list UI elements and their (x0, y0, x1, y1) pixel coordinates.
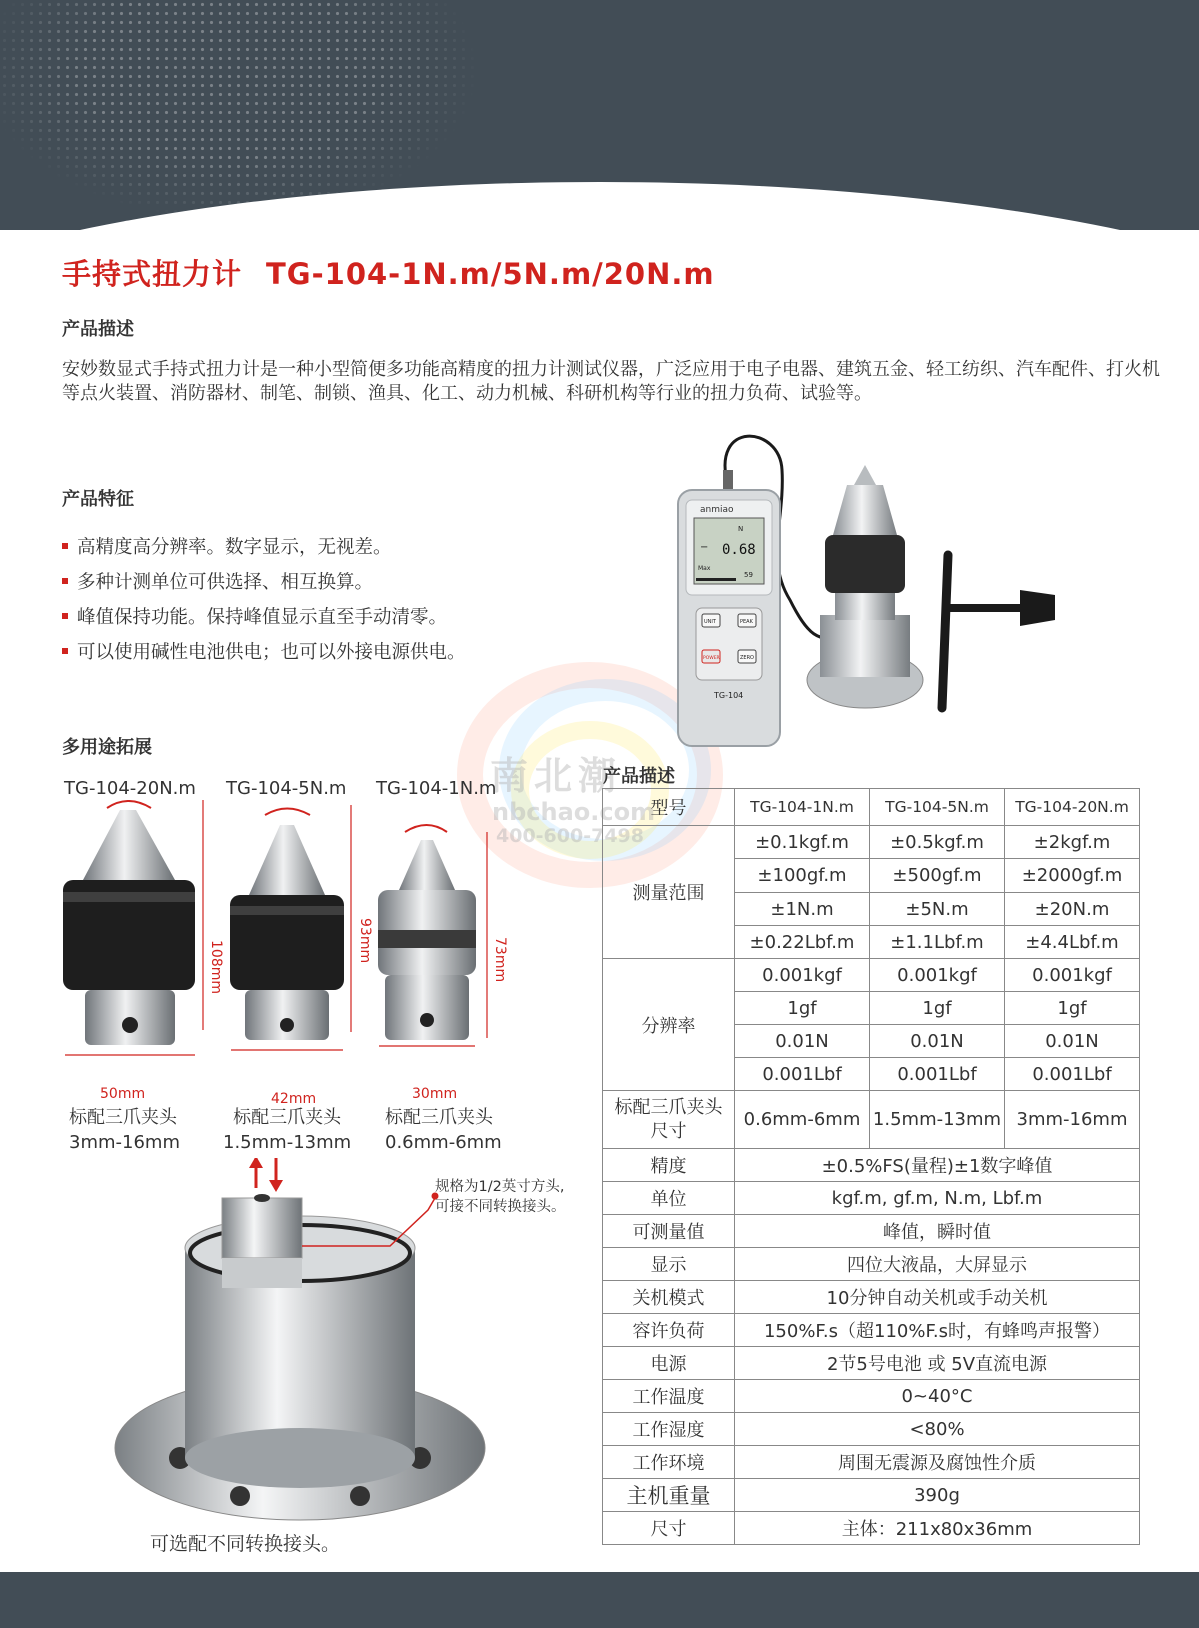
watermark-cn: 南北潮 (490, 754, 623, 798)
chuck-caption: 标配三爪夹头 1.5mm-13mm (223, 1107, 352, 1153)
chuck-model-label: TG-104-20N.m (64, 778, 196, 799)
feature-item: 多种计测单位可供选择、相互换算。 (62, 565, 466, 600)
table-row: 关机模式 10分钟自动关机或手动关机 (603, 1281, 1140, 1314)
feature-item: 可以使用碱性电池供电；也可以外接电源供电。 (62, 635, 466, 670)
header-banner (0, 0, 1199, 230)
chuck-large (63, 800, 203, 1055)
table-row: 分辨率 0.001kgf 0.001kgf 0.001kgf (603, 959, 1140, 992)
table-row: ±100gf.m ±500gf.m ±2000gf.m (603, 859, 1140, 893)
svg-text:ZERO: ZERO (740, 655, 754, 661)
extension-heading: 多用途拓展 (62, 737, 152, 758)
table-row: 电源 2节5号电池 或 5V直流电源 (603, 1347, 1140, 1380)
table-row: 型号 TG-104-1N.m TG-104-5N.m TG-104-20N.m (603, 789, 1140, 826)
adapter-caption: 可选配不同转换接头。 (150, 1533, 341, 1555)
table-row: 工作湿度 <80% (603, 1413, 1140, 1446)
feature-item: 高精度高分辨率。数字显示，无视差。 (62, 530, 466, 565)
table-row: 尺寸 主体：211x80x36mm (603, 1512, 1140, 1545)
spec-table (602, 788, 1140, 1545)
chuck-small (378, 825, 487, 1046)
table-row: 显示 四位大液晶，大屏显示 (603, 1248, 1140, 1281)
chuck-height-label: 73mm (492, 937, 508, 983)
description-text: 安妙数显式手持式扭力计是一种小型简便多功能高精度的扭力计测试仪器，广泛应用于电子电器、建筑五金、轻工纺织、汽车配件、打火机等点火装置、消防器材、制笔、制锁、渔具、化工、动力机械、科研机构等行业的扭力负荷、试验等。 (62, 359, 1160, 404)
table-row: 标配三爪夹头 尺寸 0.6mm-6mm 1.5mm-13mm 3mm-16mm (603, 1091, 1140, 1149)
chuck-caption: 标配三爪夹头 0.6mm-6mm (385, 1107, 502, 1153)
svg-text:0.68: 0.68 (722, 542, 756, 558)
table-row: 工作环境 周围无震源及腐蚀性介质 (603, 1446, 1140, 1479)
table-row: 单位 kgf.m, gf.m, N.m, Lbf.m (603, 1182, 1140, 1215)
table-row: 主机重量 390g (603, 1479, 1140, 1512)
table-row: 容许负荷 150%F.s（超110%F.s时，有蜂鸣声报警） (603, 1314, 1140, 1347)
svg-text:PEAK: PEAK (740, 619, 753, 625)
page-title (62, 252, 715, 293)
chuck-width-label: 42mm (271, 1091, 317, 1107)
product-model: TG-104-1N.m/5N.m/20N.m (266, 257, 715, 291)
svg-text:Max: Max (698, 565, 711, 572)
svg-text:−: − (700, 542, 709, 553)
chuck-caption: 标配三爪夹头 3mm-16mm (69, 1107, 180, 1153)
table-heading: 产品描述 (603, 766, 675, 787)
chucks-illustration (55, 800, 525, 1100)
table-row: 0.01N 0.01N 0.01N (603, 1025, 1140, 1058)
product-name: 手持式扭力计 (62, 257, 243, 291)
torque-meter-icon (670, 430, 1110, 750)
table-row: 1gf 1gf 1gf (603, 992, 1140, 1025)
chuck-height-label: 108mm (208, 940, 224, 994)
watermark-phone: 400-600-7498 (496, 825, 644, 847)
footer-band (0, 1572, 1199, 1628)
table-row: 精度 ±0.5%FS(量程)±1数字峰值 (603, 1149, 1140, 1182)
table-row: 测量范围 ±0.1kgf.m ±0.5kgf.m ±2kgf.m (603, 826, 1140, 859)
bullet-icon (62, 578, 68, 584)
svg-text:UNIT: UNIT (704, 619, 716, 625)
bullet-icon (62, 543, 68, 549)
chuck-medium (230, 805, 351, 1050)
bullet-icon (62, 613, 68, 619)
feature-item: 峰值保持功能。保持峰值显示直至手动清零。 (62, 600, 466, 635)
description-heading: 产品描述 (62, 319, 134, 340)
table-row: 工作温度 0~40°C (603, 1380, 1140, 1413)
features-list (62, 530, 466, 670)
svg-text:N: N (738, 525, 744, 533)
chuck-height-label: 93mm (357, 918, 373, 964)
watermark-domain: nbchao.com (492, 798, 656, 826)
features-heading: 产品特征 (62, 489, 134, 510)
table-row: 0.001Lbf 0.001Lbf 0.001Lbf (603, 1058, 1140, 1091)
chuck-model-label: TG-104-5N.m (226, 778, 347, 799)
table-row: ±1N.m ±5N.m ±20N.m (603, 893, 1140, 926)
svg-text:POWER: POWER (703, 656, 720, 661)
svg-text:59: 59 (744, 571, 753, 579)
adapter-note: 规格为1/2英寸方头, 可接不同转换接头。 (435, 1179, 566, 1215)
chuck-width-label: 30mm (412, 1086, 458, 1102)
table-row: ±0.22Lbf.m ±1.1Lbf.m ±4.4Lbf.m (603, 926, 1140, 959)
chuck-width-label: 50mm (100, 1086, 146, 1102)
svg-text:TG-104: TG-104 (714, 691, 744, 700)
bullet-icon (62, 648, 68, 654)
svg-text:anmiao: anmiao (700, 505, 734, 515)
table-row: 可测量值 峰值，瞬时值 (603, 1215, 1140, 1248)
chuck-model-label: TG-104-1N.m (376, 778, 497, 799)
device-illustration (670, 430, 1110, 750)
